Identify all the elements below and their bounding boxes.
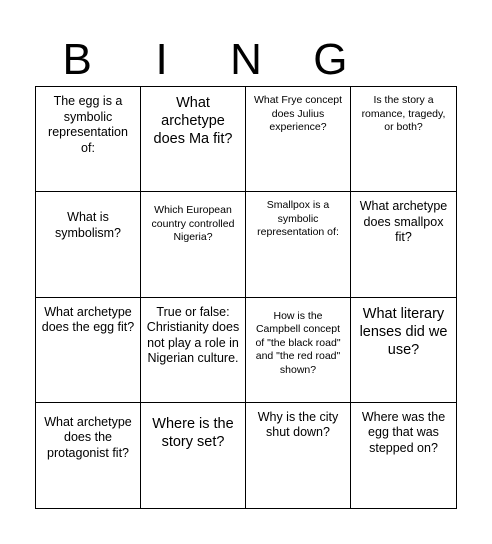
cell-text: Which European country controlled Nigeria? [151,204,235,244]
header-letter-b: B [62,35,92,84]
cell-text: What archetype does smallpox fit? [359,199,448,245]
cell-text: Is the story a romance, tragedy, or both? [361,94,446,133]
cell-text: Why is the city shut down? [257,409,339,440]
bingo-cell-r1-c4[interactable] [351,87,456,192]
bingo-cell-r1-c3[interactable] [246,87,351,192]
cell-text: What archetype does the protagonist fit? [44,414,132,460]
bingo-cell-r2-c3[interactable] [246,192,351,297]
bingo-cell-r4-c2[interactable] [141,403,246,508]
bingo-cell-r3-c2[interactable] [141,298,246,403]
cell-text: What is symbolism? [55,210,121,240]
cell-text: What literary lenses did we use? [359,305,448,358]
bingo-cell-r2-c1[interactable] [36,192,141,297]
cell-text: What archetype does the egg fit? [41,304,135,334]
cell-text: True or false: Christianity does not play a role in Nigerian culture. [146,304,240,365]
bingo-cell-r4-c4[interactable] [351,403,456,508]
cell-text: The egg is a symbolic representation of: [48,94,128,155]
cell-text: Smallpox is a symbolic representation of: [257,199,339,239]
bingo-cell-r3-c3[interactable] [246,298,351,403]
cell-text: Where is the story set? [152,415,234,450]
cell-text: What archetype does Ma fit? [153,95,233,147]
bingo-cell-r1-c1[interactable] [36,87,141,192]
cell-text: What Frye concept does Julius experience? [253,94,343,133]
bingo-cell-r2-c2[interactable] [141,192,246,297]
bingo-cell-r2-c4[interactable] [351,192,456,297]
header-letter-g: G [313,35,348,84]
cell-text: How is the Campbell concept of "the black road" and "the red road" shown? [255,309,341,376]
header-letter-i: I [155,35,168,84]
bingo-header [35,34,457,86]
bingo-cell-r4-c3[interactable] [246,403,351,508]
bingo-board [35,86,457,509]
header-letter-n: N [230,35,262,84]
bingo-cell-r1-c2[interactable] [141,87,246,192]
bingo-cell-r3-c1[interactable] [36,298,141,403]
cell-text: Where was the egg that was stepped on? [361,409,446,455]
bingo-cell-r3-c4[interactable] [351,298,456,403]
bingo-cell-r4-c1[interactable] [36,403,141,508]
